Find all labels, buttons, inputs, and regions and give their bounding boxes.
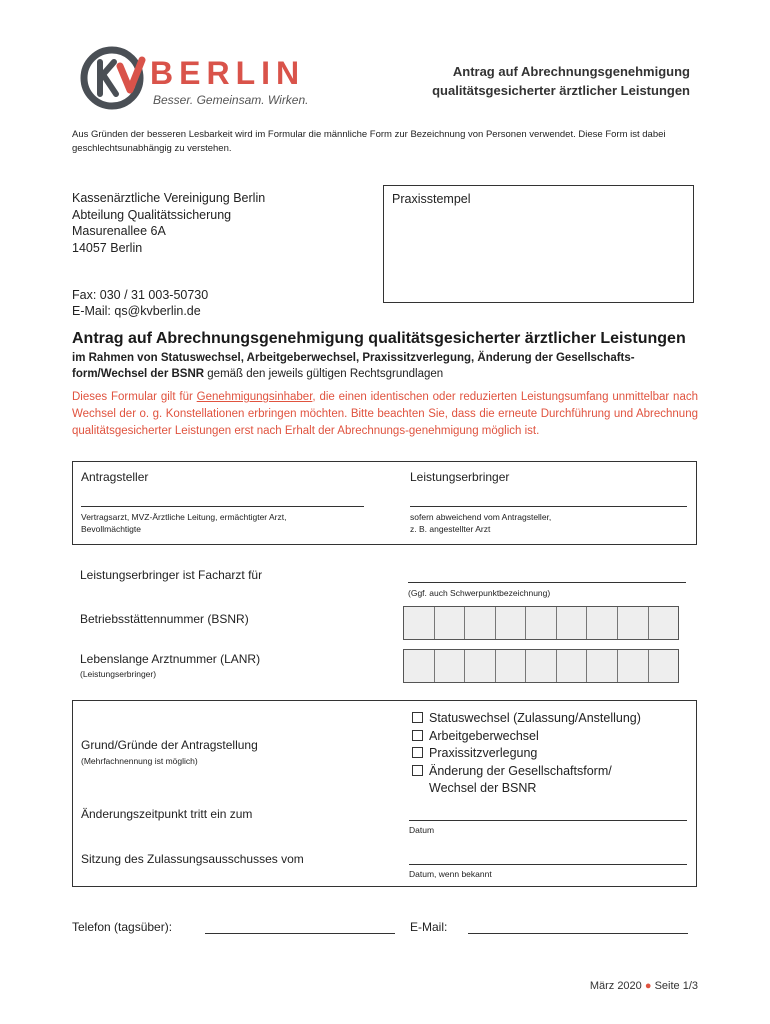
bsnr-label: Betriebsstättennummer (BSNR): [80, 612, 249, 626]
email-label: E-Mail:: [410, 920, 448, 934]
session-date-hint: Datum, wenn bekannt: [409, 869, 492, 879]
page-title: Antrag auf Abrechnungsgenehmigung qualitätsgesicherter ärztlicher Leistungen: [72, 330, 686, 347]
reason-hint: (Mehrfachnennung ist möglich): [81, 756, 198, 766]
option-practice-relocation[interactable]: Praxissitzverlegung: [412, 745, 641, 763]
bullet-icon: ●: [644, 980, 652, 992]
checkbox-icon[interactable]: [412, 765, 423, 776]
change-date-hint: Datum: [409, 825, 435, 835]
specialist-input[interactable]: [408, 582, 686, 583]
lanr-hint: (Leistungserbringer): [80, 669, 157, 679]
page-footer: März 2020 ● Seite 1/3: [589, 980, 698, 992]
applicant-box: [72, 461, 697, 545]
checkbox-icon[interactable]: [412, 747, 423, 758]
checkbox-icon[interactable]: [412, 730, 423, 741]
kv-logo-icon: [80, 46, 150, 110]
checkbox-icon[interactable]: [412, 712, 423, 723]
applicant-input[interactable]: [81, 506, 364, 507]
stamp-label: Praxisstempel: [392, 192, 471, 206]
applicant-hint: Vertragsarzt, MVZ-Ärztliche Leitung, ermächtigter Arzt, Bevollmächtigte: [81, 512, 287, 534]
email-input[interactable]: [468, 933, 688, 934]
phone-input[interactable]: [205, 933, 395, 934]
genehmigungsinhaber-link[interactable]: Genehmigungsinhaber: [196, 391, 313, 403]
option-company-form-change[interactable]: Änderung der Gesellschaftsform/: [412, 763, 641, 781]
change-date-label: Änderungszeitpunkt tritt ein zum: [81, 807, 253, 821]
specialist-label: Leistungserbringer ist Facharzt für: [80, 568, 263, 582]
reason-box: [72, 700, 697, 887]
gender-notice: Aus Gründen der besseren Lesbarkeit wird im Formular die männliche Form zur Bezeichnung von Personen verwendet. Diese Form ist dabei geschlechtsunabhängig zu verstehen.: [72, 129, 666, 154]
provider-label: Leistungserbringer: [410, 470, 510, 484]
reason-options: Statuswechsel (Zulassung/Anstellung) Arbeitgeberwechsel Praxissitzverlegung Änderung der Gesellschaftsform/ Wechsel der BSNR: [412, 710, 641, 798]
lanr-input-grid[interactable]: [403, 649, 679, 683]
page-subtitle: im Rahmen von Statuswechsel, Arbeitgeberwechsel, Praxissitzverlegung, Änderung der Gesellschafts- form/Wechsel der BSNR gemäß den jeweils gültigen Rechtsgrundlagen: [72, 352, 635, 380]
reason-label: Grund/Gründe der Antragstellung: [81, 738, 258, 752]
provider-input[interactable]: [410, 506, 687, 507]
session-date-label: Sitzung des Zulassungsausschusses vom: [81, 852, 304, 866]
specialist-hint: (Ggf. auch Schwerpunktbezeichnung): [408, 588, 551, 598]
contact-info: Fax: 030 / 31 003-50730 E-Mail: qs@kvberlin.de: [72, 288, 209, 318]
option-status-change[interactable]: Statuswechsel (Zulassung/Anstellung): [412, 710, 641, 728]
practice-stamp-field[interactable]: [383, 185, 694, 303]
change-date-input[interactable]: [409, 820, 687, 821]
eligibility-warning: Dieses Formular gilt für Genehmigungsinhaber, die einen identischen oder reduzierten Leistungsumfang unmittelbar nach Wechsel der o. g. Konstellationen erbringen möchten. Bitte beachten Sie, dass die erneute Durchführung und Abrechnung qualitätsgesicherter Leistungen erst nach Erhalt der Abrechnungs-genehmigung möglich ist.: [72, 391, 698, 437]
logo-tagline: Besser. Gemeinsam. Wirken.: [153, 93, 309, 107]
session-date-input[interactable]: [409, 864, 687, 865]
phone-label: Telefon (tagsüber):: [72, 920, 173, 934]
logo-wordmark: BERLIN: [150, 55, 306, 91]
applicant-label: Antragsteller: [81, 470, 149, 484]
recipient-address: Kassenärztliche Vereinigung Berlin Abteilung Qualitätssicherung Masurenallee 6A 14057 Berlin: [72, 191, 266, 255]
lanr-label: Lebenslange Arztnummer (LANR): [80, 652, 261, 666]
bsnr-input-grid[interactable]: [403, 606, 679, 640]
document-title: Antrag auf Abrechnungsgenehmigung qualitätsgesicherter ärztlicher Leistungen: [432, 64, 690, 98]
option-employer-change[interactable]: Arbeitgeberwechsel: [412, 728, 641, 746]
provider-hint: sofern abweichend vom Antragsteller, z. B. angestellter Arzt: [410, 512, 552, 534]
